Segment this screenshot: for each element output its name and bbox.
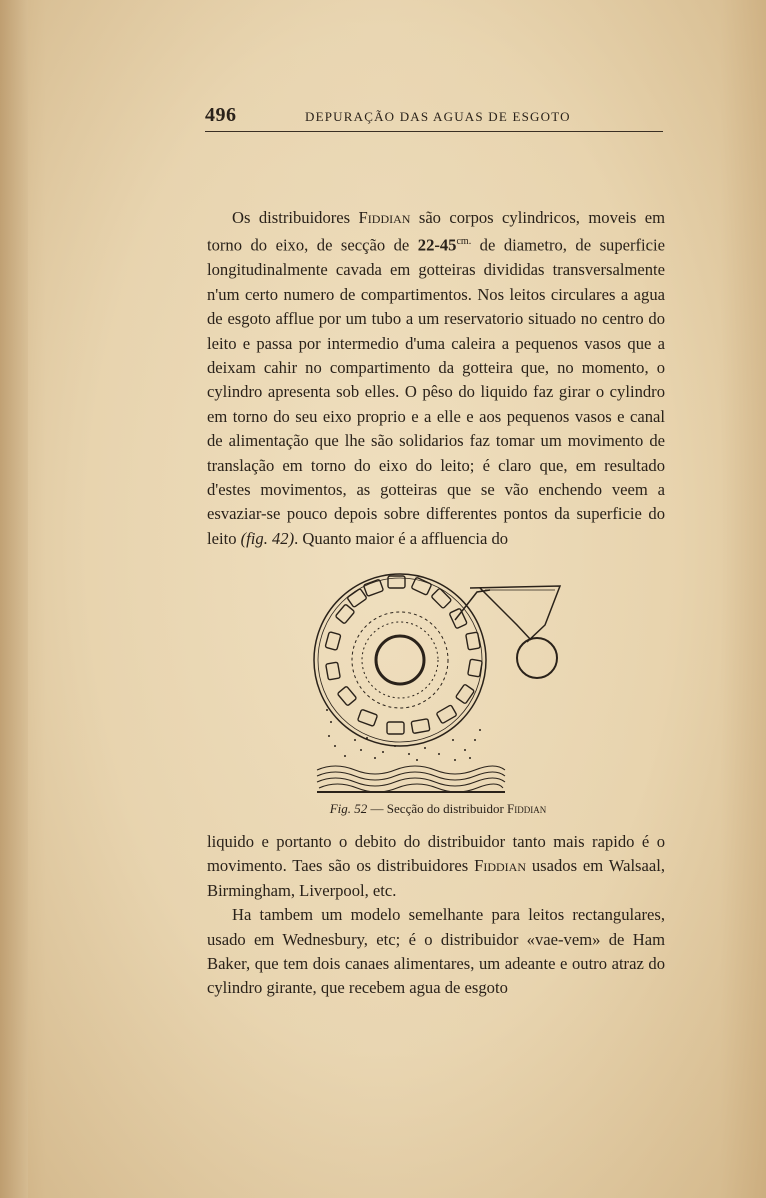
caption-name: Fiddian xyxy=(507,801,547,816)
dimension-value: 22-45 xyxy=(417,235,457,255)
page-header xyxy=(205,104,663,130)
unit-superscript: cm. xyxy=(456,236,472,248)
paragraph: Ha tambem um modelo semelhante para leitos rectangulares, usado em Wednesbury, etc; é o distribuidor «vae-vem» de Ham Baker, que tem dois canaes alimentares, um adeante e outro atraz do cylindro girante, que recebem agua de esgoto xyxy=(207,905,665,998)
page-spine-shadow xyxy=(0,0,28,1198)
fiddian-distributor-illustration xyxy=(305,570,570,800)
text-span: Os distribuidores xyxy=(232,208,359,227)
paragraph xyxy=(207,830,665,903)
header-rule xyxy=(205,131,663,132)
running-title: DEPURAÇÃO DAS AGUAS DE ESGOTO xyxy=(305,109,571,124)
text-span: . Quanto maior é a affluencia do xyxy=(294,528,509,548)
caption-text: — Secção do distribuidor xyxy=(367,801,508,816)
author-name: Fiddian xyxy=(474,856,526,876)
paragraph xyxy=(207,206,665,551)
text-block-bottom xyxy=(207,830,665,1001)
figure-reference: (fig. 42) xyxy=(240,528,295,548)
caption-label: Fig. 52 xyxy=(329,801,368,816)
page-number: 496 xyxy=(205,104,237,126)
author-name: Fiddian xyxy=(358,208,411,227)
text-span: são corpos cylindricos, moveis em torno do eixo, de secção de xyxy=(207,208,665,255)
text-span: liquido e portanto o debito do distribuidor tanto mais rapido é o movimento. Taes são os distribuidores xyxy=(207,832,665,876)
text-span: usados em Walsaal, Birmingham, Liverpool, etc. xyxy=(207,856,665,900)
text-span: de diametro, de superficie longitudinalmente cavada em gotteiras divididas transversalmente n'um certo numero de compartimentos. Nos leitos circulares a agua de esgoto afflue por um tubo a um reservatorio situado no centro do leito e passa por intermedio d'uma caleira a pequenos vasos que a deixam cahir no compartimento da gotteira que, no momento, o cylindro apresenta sob elles. O pêso do liquido faz girar o cylindro em torno do seu eixo proprio e a elle e aos pequenos vasos e canal de alimentação que lhe são solidarios faz tomar um movimento de translação em torno do eixo do leito; é claro que, em resultado d'estes movimentos, as gotteiras que se vão enchendo veem a esvaziar-se pouco depois sobre differentes pontos da superficie do leito xyxy=(207,235,665,548)
figure-caption xyxy=(209,801,667,817)
text-block-top xyxy=(207,206,665,551)
